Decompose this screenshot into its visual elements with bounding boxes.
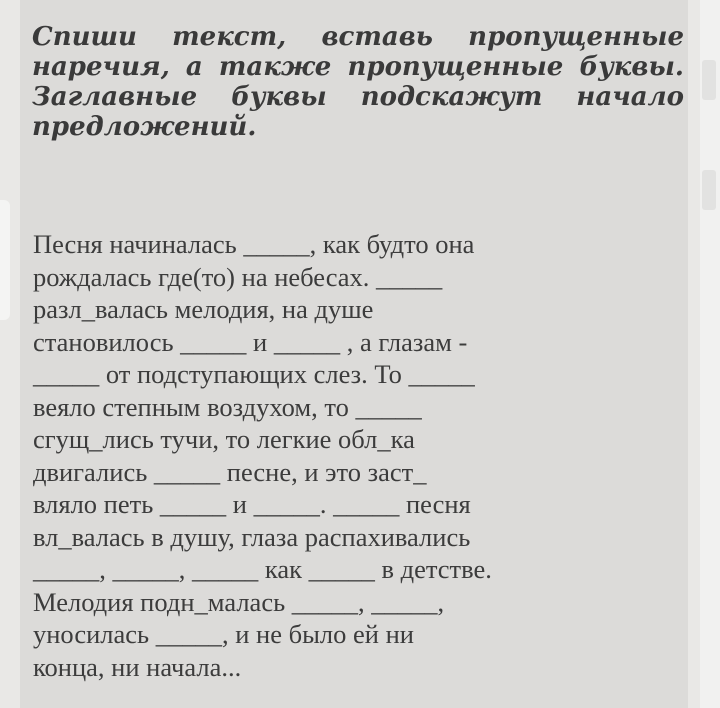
left-edge-strip bbox=[0, 200, 10, 320]
text-line: _____ от подступающих слез. То _____ bbox=[33, 359, 475, 389]
text-line: вл_валась в душу, глаза распахивались bbox=[33, 521, 471, 552]
text-line: _____, _____, _____ как _____ в детстве. bbox=[33, 554, 492, 584]
text-line: веяло степным воздухом, то _____ bbox=[33, 391, 422, 422]
scrollbar-thumb[interactable] bbox=[702, 170, 716, 210]
text-line: сгущ_лись тучи, то легкие обл_ка bbox=[33, 424, 415, 454]
text-line: становилось _____ и _____ , а глазам - bbox=[33, 326, 468, 357]
scrollbar[interactable] bbox=[700, 0, 720, 708]
text-line: конца, ни начала... bbox=[33, 651, 242, 682]
text-line: разл_валась мелодия, на душе bbox=[33, 294, 374, 324]
text-line: Песня начиналась _____, как будто она bbox=[33, 229, 475, 259]
scrollbar-thumb[interactable] bbox=[702, 60, 716, 100]
text-line: уносилась _____, и не было ей ни bbox=[33, 619, 414, 649]
text-line: двигались _____ песне, и это заст_ bbox=[33, 456, 427, 487]
task-instruction: Спиши текст, вставь пропущенные наречия, а также пропущенные буквы. Заглавные буквы подскажут начало предложений. bbox=[32, 22, 684, 142]
text-line: рождалась где(то) на небесах. _____ bbox=[33, 261, 443, 292]
exercise-text bbox=[33, 228, 683, 683]
text-line: вляло петь _____ и _____. _____ песня bbox=[33, 489, 471, 519]
text-line: Мелодия подн_малась _____, _____, bbox=[33, 586, 445, 617]
